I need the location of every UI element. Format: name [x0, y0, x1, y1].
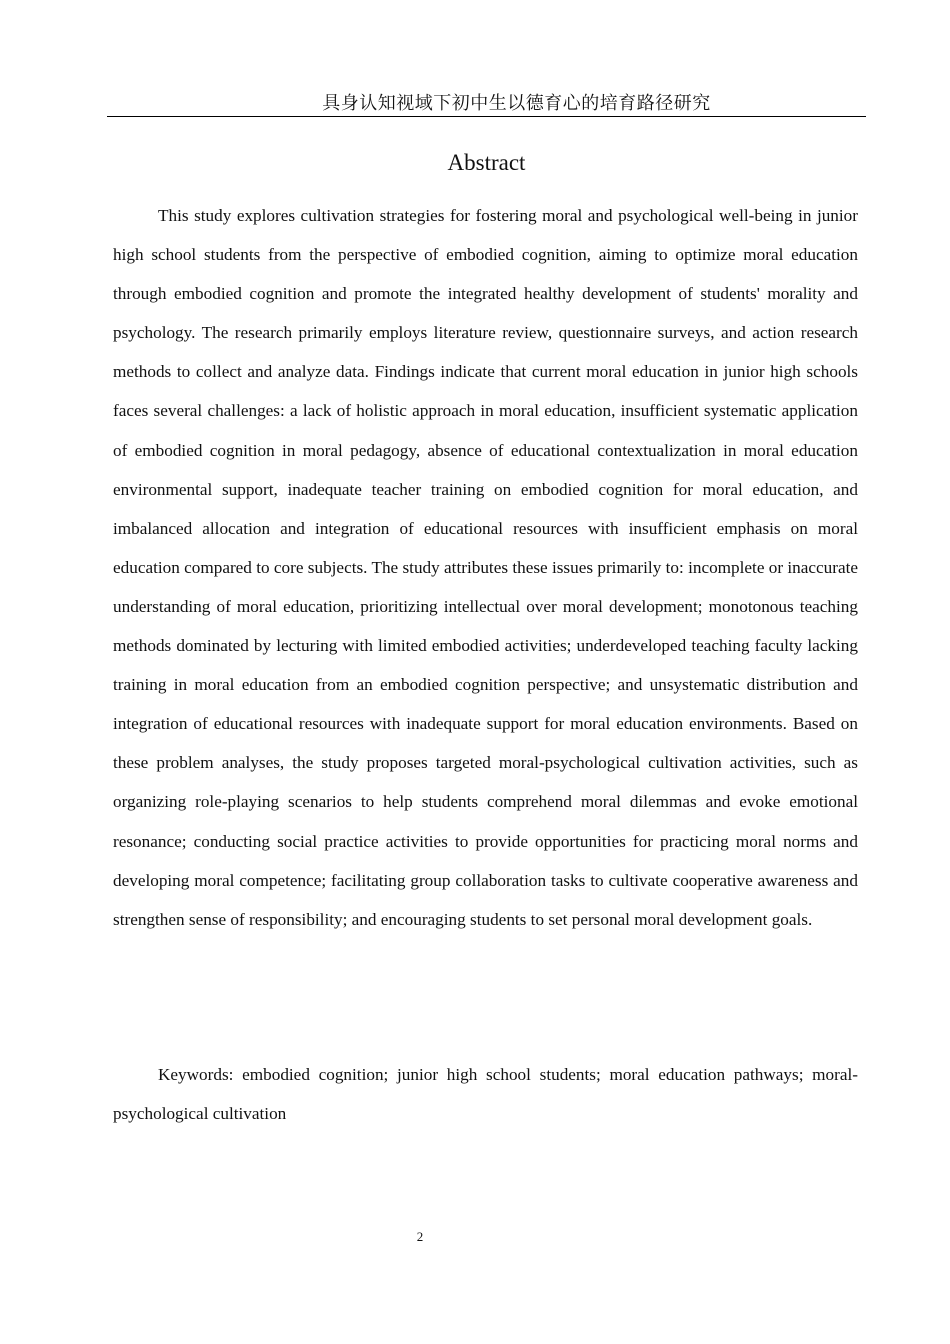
running-title: 具身认知视域下初中生以德育心的培育路径研究 [322, 93, 711, 113]
keywords-paragraph: Keywords: embodied cognition; junior high school students; moral education pathways; moral-psychological cultivation [113, 1065, 858, 1124]
abstract-title: Abstract [447, 150, 526, 175]
abstract-body: This study explores cultivation strategies for fostering moral and psychological well-being in junior high school students from the perspective of embodied cognition, aiming to optimize moral education through embodied cognition and promote the integrated healthy development of students' morality and psychology. The research primarily employs literature review, questionnaire surveys, and action research methods to collect and analyze data. Findings indicate that current moral education in junior high schools faces several challenges: a lack of holistic approach in moral education, insufficient systematic application of embodied cognition in moral pedagogy, absence of educational contextualization in moral education environmental support, inadequate teacher training on embodied cognition for moral education, and imbalanced allocation and integration of educational resources with insufficient emphasis on moral education compared to core subjects. The study attributes these issues primarily to: incomplete or inaccurate understanding of moral education, prioritizing intellectual over moral development; monotonous teaching methods dominated by lecturing with limited embodied activities; underdeveloped teaching faculty lacking training in moral education from an embodied cognition perspective; and unsystematic distribution and integration of educational resources with inadequate support for moral education environments. Based on these problem analyses, the study proposes targeted moral-psychological cultivation activities, such as organizing role-playing scenarios to help students comprehend moral dilemmas and evoke emotional resonance; conducting social practice activities to provide opportunities for practicing moral norms and developing moral competence; facilitating group collaboration tasks to cultivate cooperative awareness and strengthen sense of responsibility; and encouraging students to set personal moral development goals. [113, 206, 858, 929]
running-header [107, 90, 866, 117]
page-number: 2 [416, 1229, 424, 1244]
